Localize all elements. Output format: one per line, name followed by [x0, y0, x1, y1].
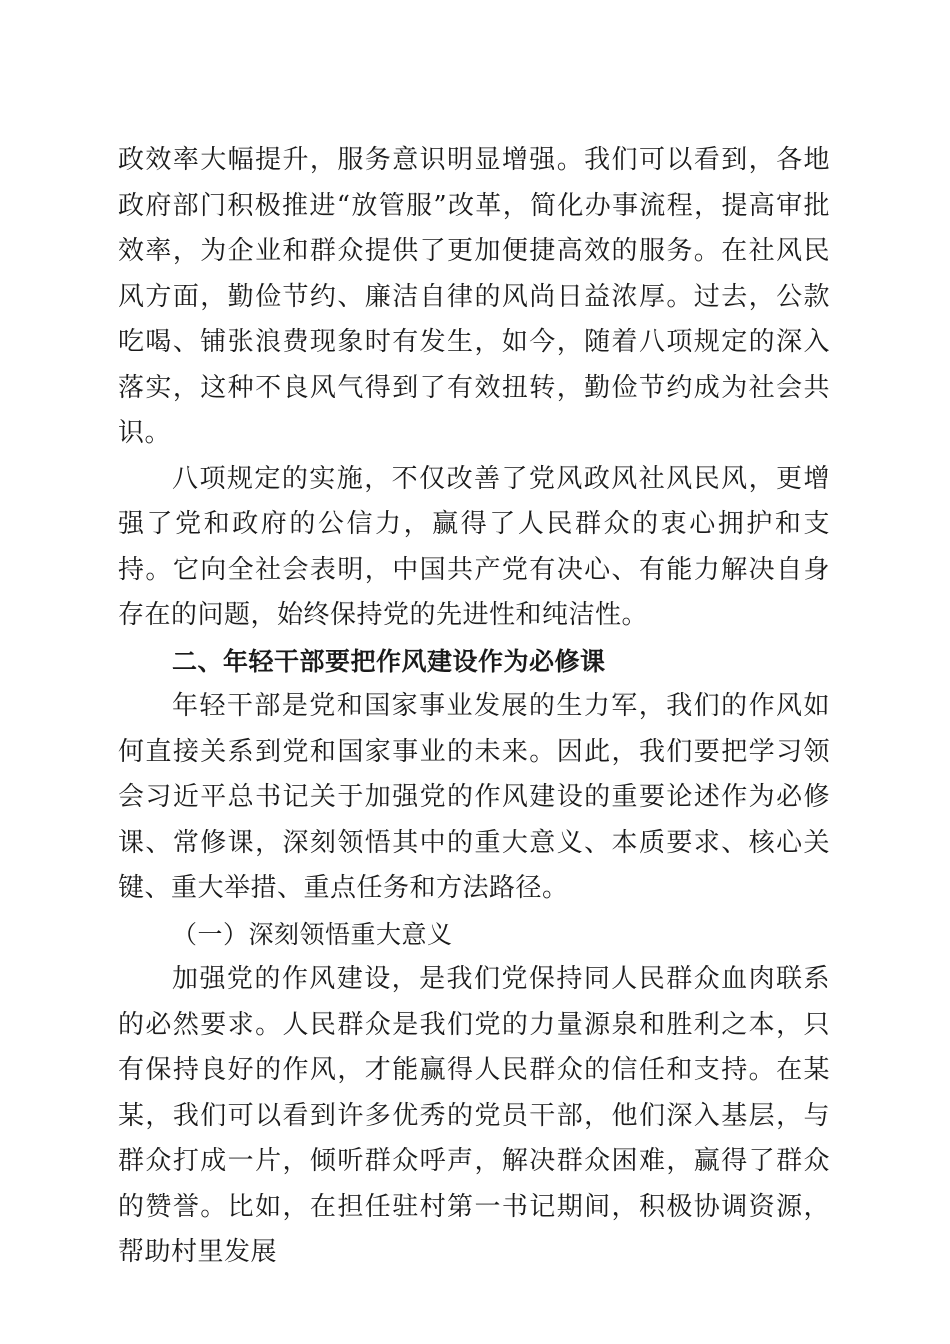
paragraph-continuation: 政效率大幅提升，服务意识明显增强。我们可以看到，各地政府部门积极推进“放管服”改革，简化办事流程，提高审批效率，为企业和群众提供了更加便捷高效的服务。在社风民风方面，勤俭节约、廉洁自律的风尚日益浓厚。过去，公款吃喝、铺张浪费现象时有发生，如今，随着八项规定的深入落实，这种不良风气得到了有效扭转，勤俭节约成为社会共识。	[118, 145, 830, 448]
document-body	[118, 138, 830, 1276]
section-heading-2: 二、年轻干部要把作风建设作为必修课	[172, 646, 606, 676]
paragraph-significance: 加强党的作风建设，是我们党保持同人民群众血肉联系的必然要求。人民群众是我们党的力量源泉和胜利之本，只有保持良好的作风，才能赢得人民群众的信任和支持。在某某，我们可以看到许多优秀的党员干部，他们深入基层，与群众打成一片，倾听群众呼声，解决群众困难，赢得了群众的赞誉。比如，在担任驻村第一书记期间，积极协调资源，帮助村里发展	[118, 964, 830, 1267]
subsection-heading-1: （一）深刻领悟重大意义	[172, 919, 453, 949]
paragraph-eight-rules-impact: 八项规定的实施，不仅改善了党风政风社风民风，更增强了党和政府的公信力，赢得了人民群众的衷心拥护和支持。它向全社会表明，中国共产党有决心、有能力解决自身存在的问题，始终保持党的先进性和纯洁性。	[118, 463, 830, 630]
paragraph-young-cadres: 年轻干部是党和国家事业发展的生力军，我们的作风如何直接关系到党和国家事业的未来。因此，我们要把学习领会习近平总书记关于加强党的作风建设的重要论述作为必修课、常修课，深刻领悟其中的重大意义、本质要求、核心关键、重大举措、重点任务和方法路径。	[118, 691, 830, 903]
